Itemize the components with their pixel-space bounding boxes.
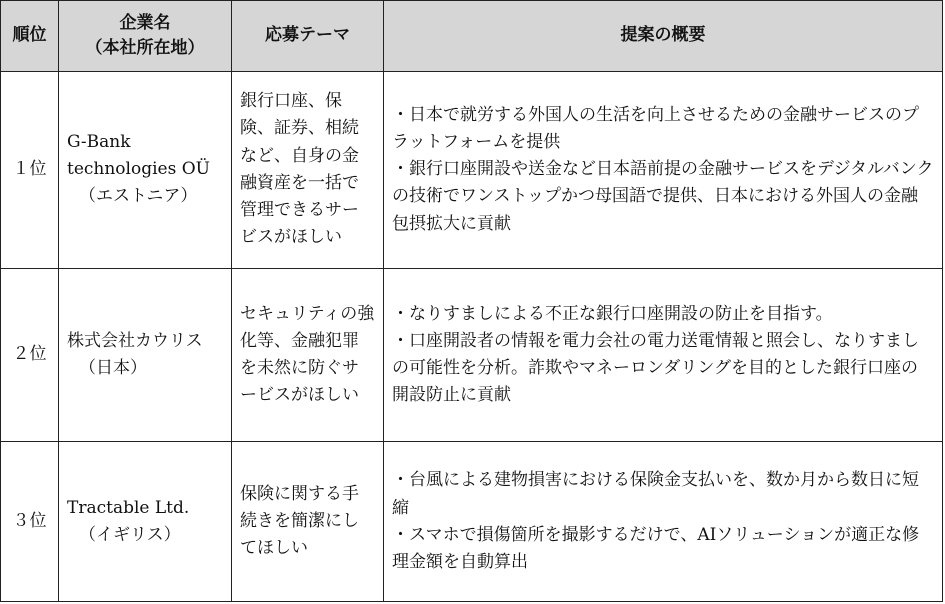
header-row — [1, 1, 943, 72]
table-body — [1, 72, 943, 602]
summary-bullet: ・銀行口座開設や送金など日本語前提の金融サービスをデジタルバンクの技術でワンストップかつ母国語で提供、日本における外国人の金融包摂拡大に貢献 — [392, 159, 934, 234]
company-name: 株式会社カウリス — [67, 330, 203, 351]
summary-bullet: ・スマホで損傷箇所を撮影するだけで、AIソリューションが適正な修理金額を自動算出 — [392, 524, 920, 572]
theme-cell: セキュリティの強化等、金融犯罪を未然に防ぐサービスがほしい — [232, 268, 384, 442]
header-company-line1: 企業名 — [119, 12, 171, 33]
header-company — [59, 1, 232, 72]
company-country: （エストニア） — [79, 186, 198, 207]
header-summary: 提案の概要 — [384, 1, 943, 72]
summary-bullet: ・台風による建物損害における保険金支払いを、数か月から数日に短縮 — [392, 470, 919, 518]
company-cell — [59, 442, 232, 602]
rank-cell: ３位 — [1, 442, 59, 602]
summary-cell — [384, 268, 943, 442]
theme-cell: 銀行口座、保険、証券、相続など、自身の金融資産を一括で管理できるサービスがほしい — [232, 72, 384, 269]
summary-cell — [384, 72, 943, 269]
company-cell — [59, 268, 232, 442]
summary-cell — [384, 442, 943, 602]
table-row — [1, 268, 943, 442]
header-rank: 順位 — [1, 1, 59, 72]
header-theme: 応募テーマ — [232, 1, 384, 72]
company-cell — [59, 72, 232, 269]
table-header — [1, 1, 943, 72]
company-name: Tractable Ltd. — [67, 497, 190, 518]
company-name: G-Bank technologies OÜ — [67, 132, 210, 180]
summary-bullet: ・口座開設者の情報を電力会社の電力送電情報と照会し、なりすましの可能性を分析。詐欺やマネーロンダリングを目的とした銀行口座の開設防止に貢献 — [392, 330, 919, 406]
header-company-line2: （本社所在地） — [85, 38, 205, 58]
theme-cell: 保険に関する手続きを簡潔にしてほしい — [232, 442, 384, 602]
company-country: （日本） — [79, 358, 147, 379]
rank-cell: ２位 — [1, 268, 59, 442]
company-country: （イギリス） — [79, 524, 181, 545]
summary-bullet: ・日本で就労する外国人の生活を向上させるための金融サービスのプラットフォームを提供 — [392, 104, 919, 153]
rank-cell: １位 — [1, 72, 59, 269]
table-row — [1, 72, 943, 269]
table-row — [1, 442, 943, 602]
summary-bullet: ・なりすましによる不正な銀行口座開設の防止を目指す。 — [392, 303, 833, 324]
